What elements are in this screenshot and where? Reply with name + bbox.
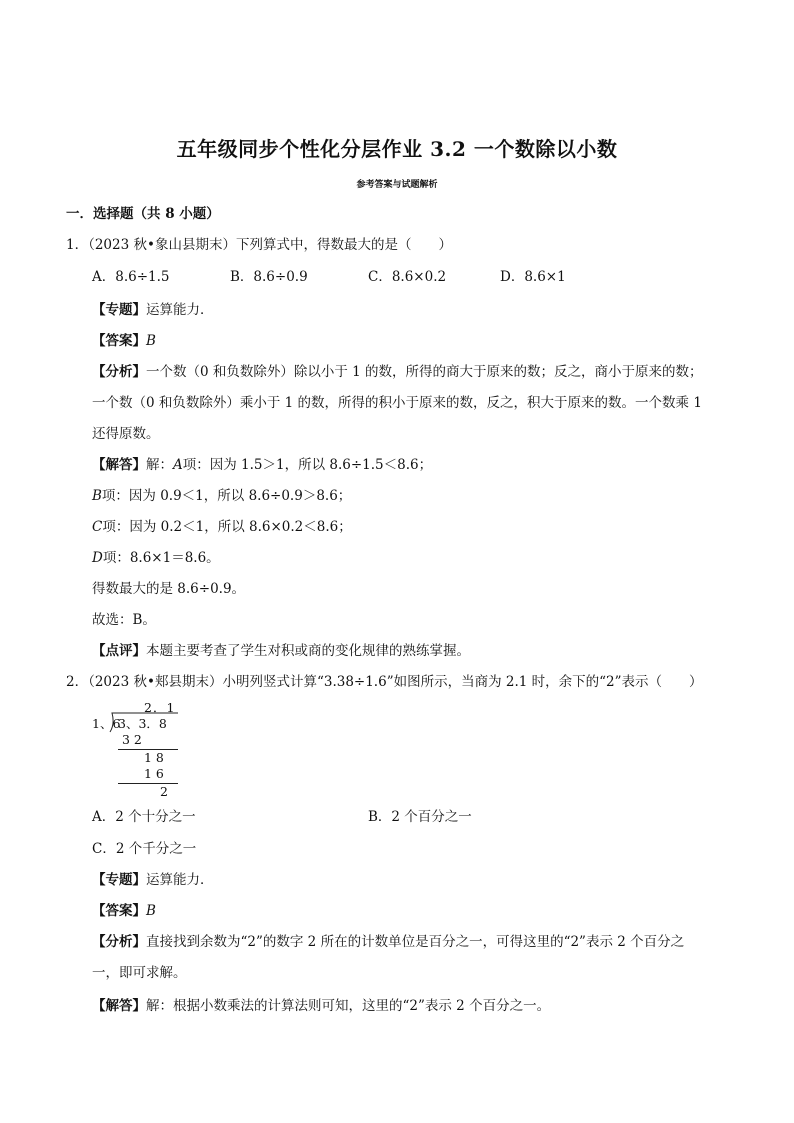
q1-analysis-line-2: 一个数（0 和负数除外）乘小于 1 的数，所得的积小于原来的数，反之，积大于原来的数。一个数乘 1 (92, 395, 702, 411)
q1-comment (92, 642, 470, 660)
ld-quotient: 2．1 (144, 700, 176, 715)
ld-step-3: 1 6 (144, 766, 164, 781)
q1-topic-text: 运算能力． (146, 302, 214, 318)
q2-analysis-line-2: 一，即可求解。 (92, 965, 187, 981)
q2-analysis-line-1 (92, 933, 684, 951)
q1-solution-line-a (92, 456, 432, 474)
ld-remainder: 2 (160, 784, 168, 799)
q2-answer-tag: 【答案】 (92, 903, 146, 919)
ld-rule-2 (118, 783, 178, 784)
q1-solution-choice: 故选：B。 (92, 612, 156, 628)
q1-option-c: C．8.6×0.2 (368, 269, 447, 285)
q1-answer-tag: 【答案】 (92, 333, 146, 349)
ld-step-2: 1 8 (144, 750, 164, 765)
q2-option-c: C．2 个千分之一 (92, 841, 197, 857)
q1-answer (92, 332, 156, 350)
q2-option-b: B．2 个百分之一 (368, 809, 472, 825)
q1-solution-a-text: 项：因为 1.5＞1，所以 8.6÷1.5＜8.6； (182, 457, 433, 473)
q1-solution-c-letter: C (92, 519, 103, 535)
q1-answer-value: B (146, 333, 156, 349)
ld-step-1: 3 2 (122, 732, 142, 747)
q1-option-d: D．8.6×1 (500, 269, 566, 285)
q2-answer (92, 902, 156, 920)
q1-topic-tag: 【专题】 (92, 302, 146, 318)
q1-comment-tag: 【点评】 (92, 643, 146, 659)
q2-topic-tag: 【专题】 (92, 872, 146, 888)
q2-analysis-tag: 【分析】 (92, 934, 146, 950)
q2-stem: 2．（2023 秋•郏县期末）小明列竖式计算“3.38÷1.6”如图所示，当商为 2.1 时，余下的“2”表示（ ） (66, 674, 703, 690)
page-subtitle: 参考答案与试题解析 (356, 180, 438, 190)
q2-answer-value: B (146, 903, 156, 919)
q2-solution-tag: 【解答】 (92, 998, 146, 1014)
q1-solution-d-text: 项：8.6×1＝8.6。 (102, 550, 220, 566)
q1-stem: 1．（2023 秋•象山县期末）下列算式中，得数最大的是（ ） (66, 237, 452, 253)
q2-analysis-text-1: 直接找到余数为“2”的数字 2 所在的计数单位是百分之一，可得这里的“2”表示 2 个百分之 (146, 934, 685, 950)
q1-solution-prefix: 解： (146, 457, 173, 473)
q1-solution-b-text: 项：因为 0.9＜1，所以 8.6÷0.9＞8.6； (101, 488, 352, 504)
q1-solution-line-b (92, 487, 351, 505)
page-title: 五年级同步个性化分层作业 3.2 一个数除以小数 (176, 137, 618, 161)
q2-option-a: A．2 个十分之一 (92, 809, 196, 825)
q1-analysis-text-1: 一个数（0 和负数除外）除以小于 1 的数，所得的商大于原来的数；反之，商小于原来的数； (146, 364, 703, 380)
q1-analysis-tag: 【分析】 (92, 364, 146, 380)
q1-solution-b-letter: B (92, 488, 102, 504)
q2-solution (92, 997, 550, 1015)
q1-analysis-line-3: 还得原数。 (92, 426, 160, 442)
q1-solution-tag: 【解答】 (92, 457, 146, 473)
ld-divisor: 1、6 (92, 716, 121, 731)
q1-solution-line-d (92, 549, 220, 567)
q1-option-b: B．8.6÷0.9 (230, 269, 308, 285)
q1-solution-d-letter: D (92, 550, 103, 566)
q1-solution-line-c (92, 518, 352, 536)
q1-comment-text: 本题主要考查了学生对积或商的变化规律的熟练掌握。 (146, 643, 470, 659)
q2-solution-text: 解：根据小数乘法的计算法则可知，这里的“2”表示 2 个百分之一。 (146, 998, 551, 1014)
q1-solution-a-letter: A (173, 457, 183, 473)
q1-topic (92, 301, 214, 319)
q2-topic-text: 运算能力． (146, 872, 214, 888)
q2-long-division-figure (92, 697, 202, 801)
q1-solution-c-text: 项：因为 0.2＜1，所以 8.6×0.2＜8.6； (102, 519, 352, 535)
q1-option-a: A．8.6÷1.5 (92, 269, 170, 285)
q1-analysis-line-1 (92, 363, 703, 381)
q1-solution-conclusion: 得数最大的是 8.6÷0.9。 (92, 581, 246, 597)
section-heading: 一．选择题（共 8 小题） (66, 206, 220, 222)
q2-topic (92, 871, 214, 889)
ld-dividend: 3、3．8 (118, 716, 167, 731)
